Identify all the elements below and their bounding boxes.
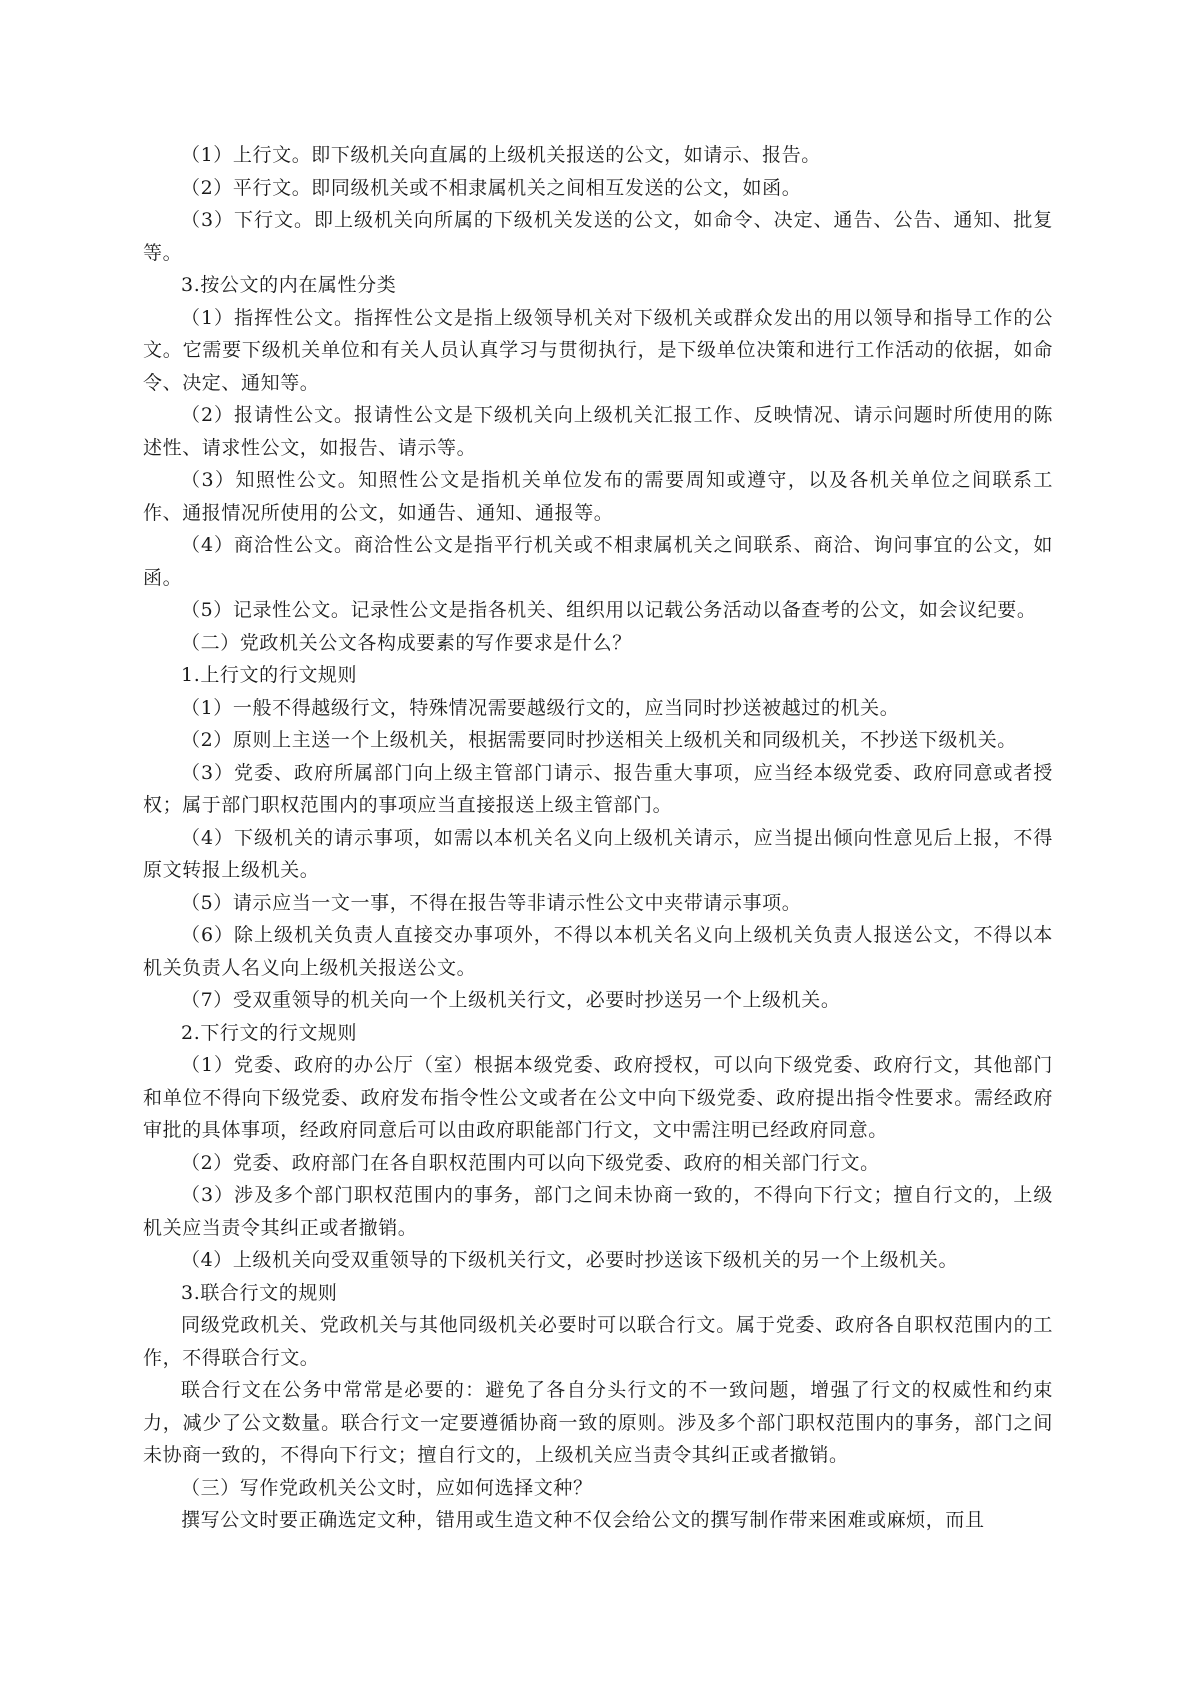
question-heading-3: （三）写作党政机关公文时，应如何选择文种？ <box>181 1476 593 1499</box>
document-page <box>143 139 1053 1537</box>
section-heading-2: 2.下行文的行文规则 <box>181 1021 358 1044</box>
paragraph-15: （4）下级机关的请示事项，如需以本机关名义向上级机关请示，应当提出倾向性意见后上报，不得原文转报上级机关。 <box>143 826 1053 881</box>
section-heading-1: 1.上行文的行文规则 <box>181 664 358 686</box>
section-heading-3: 3.按公文的内在属性分类 <box>181 274 397 296</box>
paragraph-3: （3）下行文。即上级机关向所属的下级机关发送的公文，如命令、决定、通告、公告、通知、批复等。 <box>143 209 1053 264</box>
paragraph-17: （6）除上级机关负责人直接交办事项外，不得以本机关名义向上级机关负责人报送公文，不得以本机关负责人名义向上级机关报送公文。 <box>143 924 1053 979</box>
paragraph-18: （7）受双重领导的机关向一个上级机关行文，必要时抄送另一个上级机关。 <box>181 989 841 1011</box>
question-heading-2: （二）党政机关公文各构成要素的写作要求是什么？ <box>181 631 632 654</box>
paragraph-12: （1）一般不得越级行文，特殊情况需要越级行文的，应当同时抄送被越过的机关。 <box>181 696 900 719</box>
paragraph-14: （3）党委、政府所属部门向上级主管部门请示、报告重大事项，应当经本级党委、政府同意或者授权；属于部门职权范围内的事项应当直接报送上级主管部门。 <box>143 761 1053 816</box>
paragraph-26: 联合行文在公务中常常是必要的：避免了各自分头行文的不一致问题，增强了行文的权威性和约束力，减少了公文数量。联合行文一定要遵循协商一致的原则。涉及多个部门职权范围内的事务，部门之间未协商一致的，不得向下行文；擅自行文的，上级机关应当责令其纠正或者撤销。 <box>143 1379 1053 1466</box>
paragraph-6: （2）报请性公文。报请性公文是下级机关向上级机关汇报工作、反映情况、请示问题时所使用的陈述性、请求性公文，如报告、请示等。 <box>143 404 1053 459</box>
section-heading-3b: 3.联合行文的规则 <box>181 1281 338 1304</box>
paragraph-21: （2）党委、政府部门在各自职权范围内可以向下级党委、政府的相关部门行文。 <box>181 1151 880 1174</box>
paragraph-2: （2）平行文。即同级机关或不相隶属机关之间相互发送的公文，如函。 <box>181 176 802 199</box>
paragraph-8: （4）商洽性公文。商洽性公文是指平行机关或不相隶属机关之间联系、商洽、询问事宜的公文，如函。 <box>143 534 1053 589</box>
paragraph-5: （1）指挥性公文。指挥性公文是指上级领导机关对下级机关或群众发出的用以领导和指导工作的公文。它需要下级机关单位和有关人员认真学习与贯彻执行，是下级单位决策和进行工作活动的依据，如命令、决定、通知等。 <box>143 306 1053 394</box>
paragraph-28: 撰写公文时要正确选定文种，错用或生造文种不仅会给公文的撰写制作带来困难或麻烦，而且 <box>181 1509 985 1531</box>
paragraph-13: （2）原则上主送一个上级机关，根据需要同时抄送相关上级机关和同级机关，不抄送下级机关。 <box>181 729 1017 751</box>
paragraph-20: （1）党委、政府的办公厅（室）根据本级党委、政府授权，可以向下级党委、政府行文，其他部门和单位不得向下级党委、政府发布指令性公文或者在公文中向下级党委、政府提出指令性要求。需经政府审批的具体事项，经政府同意后可以由政府职能部门行文，文中需注明已经政府同意。 <box>143 1054 1053 1141</box>
paragraph-25: 同级党政机关、党政机关与其他同级机关必要时可以联合行文。属于党委、政府各自职权范围内的工作，不得联合行文。 <box>143 1314 1053 1369</box>
paragraph-16: （5）请示应当一文一事，不得在报告等非请示性公文中夹带请示事项。 <box>181 891 802 914</box>
paragraph-1: （1）上行文。即下级机关向直属的上级机关报送的公文，如请示、报告。 <box>181 144 821 166</box>
paragraph-22: （3）涉及多个部门职权范围内的事务，部门之间未协商一致的，不得向下行文；擅自行文的，上级机关应当责令其纠正或者撤销。 <box>143 1184 1053 1239</box>
paragraph-7: （3）知照性公文。知照性公文是指机关单位发布的需要周知或遵守，以及各机关单位之间联系工作、通报情况所使用的公文，如通告、通知、通报等。 <box>143 469 1053 524</box>
paragraph-9: （5）记录性公文。记录性公文是指各机关、组织用以记载公务活动以备查考的公文，如会议纪要。 <box>181 599 1037 621</box>
paragraph-23: （4）上级机关向受双重领导的下级机关行文，必要时抄送该下级机关的另一个上级机关。 <box>181 1249 959 1271</box>
